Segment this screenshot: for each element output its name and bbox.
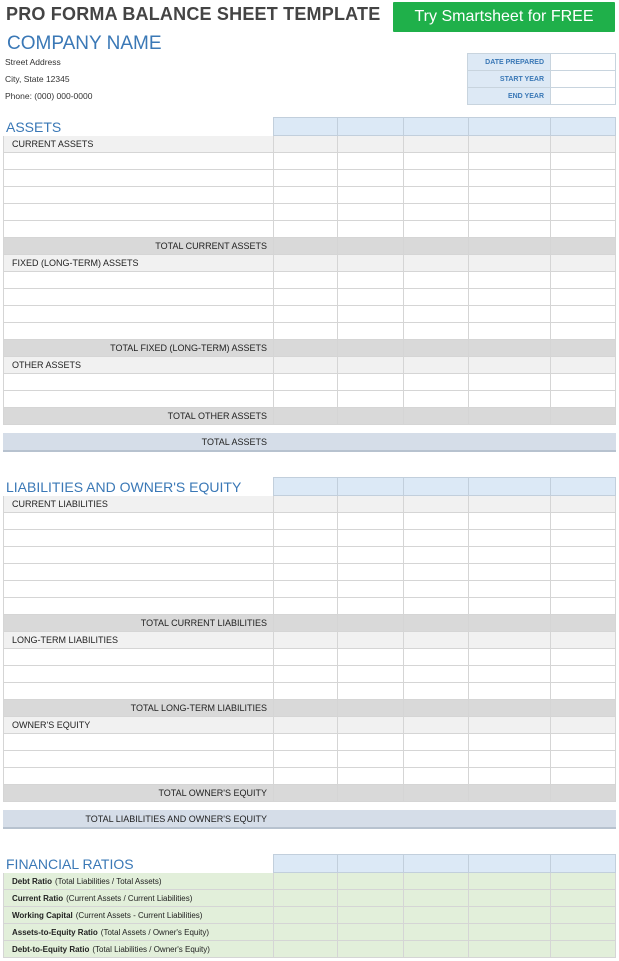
table-row xyxy=(3,187,616,204)
assets-section xyxy=(3,117,616,452)
table-row xyxy=(3,289,616,306)
total-liabilities-equity-label: TOTAL LIABILITIES AND OWNER'S EQUITY xyxy=(85,813,267,824)
table-row xyxy=(3,564,616,581)
header-cell[interactable] xyxy=(273,854,337,873)
page-title: PRO FORMA BALANCE SHEET TEMPLATE xyxy=(6,4,381,24)
owners-equity-label: OWNER'S EQUITY xyxy=(3,717,273,734)
fixed-assets-label: FIXED (LONG-TERM) ASSETS xyxy=(3,255,273,272)
total-owners-equity-label: TOTAL OWNER'S EQUITY xyxy=(3,785,273,802)
start-year-label: START YEAR xyxy=(468,71,551,88)
header-cell[interactable] xyxy=(273,477,337,496)
header-cell[interactable] xyxy=(468,117,550,136)
total-current-assets-label: TOTAL CURRENT ASSETS xyxy=(3,238,273,255)
table-row xyxy=(3,153,616,170)
table-row xyxy=(3,649,616,666)
ratio-formula: (Current Assets / Current Liabilities) xyxy=(66,893,193,903)
company-name[interactable]: COMPANY NAME xyxy=(7,33,162,54)
liabilities-section xyxy=(3,477,616,829)
header-cell[interactable] xyxy=(403,117,468,136)
table-row xyxy=(3,513,616,530)
table-row xyxy=(3,683,616,700)
header-cell[interactable] xyxy=(337,117,403,136)
table-row xyxy=(3,547,616,564)
date-prepared-cell[interactable] xyxy=(551,54,616,71)
ratio-row xyxy=(3,941,616,958)
table-row xyxy=(3,751,616,768)
header-cell[interactable] xyxy=(337,477,403,496)
header-cell[interactable] xyxy=(550,477,616,496)
table-row xyxy=(3,204,616,221)
table-row xyxy=(3,598,616,615)
ratio-formula: (Total Liabilities / Total Assets) xyxy=(55,876,162,886)
table-row xyxy=(3,734,616,751)
end-year-cell[interactable] xyxy=(551,88,616,105)
city-state[interactable]: City, State 12345 xyxy=(5,74,70,84)
current-assets-label: CURRENT ASSETS xyxy=(3,136,273,153)
header-cell[interactable] xyxy=(550,117,616,136)
ratio-row xyxy=(3,924,616,941)
total-assets-label: TOTAL ASSETS xyxy=(201,436,267,447)
ratios-heading: FINANCIAL RATIOS xyxy=(6,856,134,872)
current-liabilities-label: CURRENT LIABILITIES xyxy=(3,496,273,513)
table-row xyxy=(3,323,616,340)
end-year-label: END YEAR xyxy=(468,88,551,105)
street-address[interactable]: Street Address xyxy=(5,57,61,67)
total-current-liabilities-label: TOTAL CURRENT LIABILITIES xyxy=(3,615,273,632)
ratio-row xyxy=(3,873,616,890)
date-info-table xyxy=(467,53,616,105)
other-assets-label: OTHER ASSETS xyxy=(3,357,273,374)
liabilities-heading: LIABILITIES AND OWNER'S EQUITY xyxy=(6,479,242,495)
header-cell[interactable] xyxy=(273,117,337,136)
table-row xyxy=(3,530,616,547)
table-row xyxy=(3,581,616,598)
ratio-row xyxy=(3,890,616,907)
table-row xyxy=(3,306,616,323)
ratios-section xyxy=(3,854,616,958)
ratio-formula: (Current Assets - Current Liabilities) xyxy=(75,910,203,920)
table-row xyxy=(3,768,616,785)
header-cell[interactable] xyxy=(468,477,550,496)
ratio-name: Debt-to-Equity Ratio xyxy=(12,944,90,954)
ratio-name: Assets-to-Equity Ratio xyxy=(12,927,98,937)
table-row xyxy=(3,666,616,683)
header-cell[interactable] xyxy=(468,854,550,873)
date-prepared-label: DATE PREPARED xyxy=(468,54,551,71)
total-other-assets-label: TOTAL OTHER ASSETS xyxy=(3,408,273,425)
total-fixed-assets-label: TOTAL FIXED (LONG-TERM) ASSETS xyxy=(3,340,273,357)
ratio-name: Current Ratio xyxy=(12,893,64,903)
phone[interactable]: Phone: (000) 000-0000 xyxy=(5,91,93,101)
header-cell[interactable] xyxy=(337,854,403,873)
header-cell[interactable] xyxy=(403,477,468,496)
table-row xyxy=(3,221,616,238)
table-row xyxy=(3,272,616,289)
start-year-cell[interactable] xyxy=(551,71,616,88)
header-cell[interactable] xyxy=(550,854,616,873)
ratio-formula: (Total Assets / Owner's Equity) xyxy=(100,927,210,937)
total-long-term-liabilities-label: TOTAL LONG-TERM LIABILITIES xyxy=(3,700,273,717)
ratio-row xyxy=(3,907,616,924)
header-cell[interactable] xyxy=(403,854,468,873)
ratio-name: Debt Ratio xyxy=(12,876,52,886)
ratio-formula: (Total Liabilities / Owner's Equity) xyxy=(92,944,210,954)
ratio-name: Working Capital xyxy=(12,910,73,920)
table-row xyxy=(3,391,616,408)
table-row xyxy=(3,170,616,187)
try-smartsheet-button[interactable]: Try Smartsheet for FREE xyxy=(393,2,615,32)
long-term-liabilities-label: LONG-TERM LIABILITIES xyxy=(3,632,273,649)
assets-heading: ASSETS xyxy=(6,119,62,135)
table-row xyxy=(3,374,616,391)
